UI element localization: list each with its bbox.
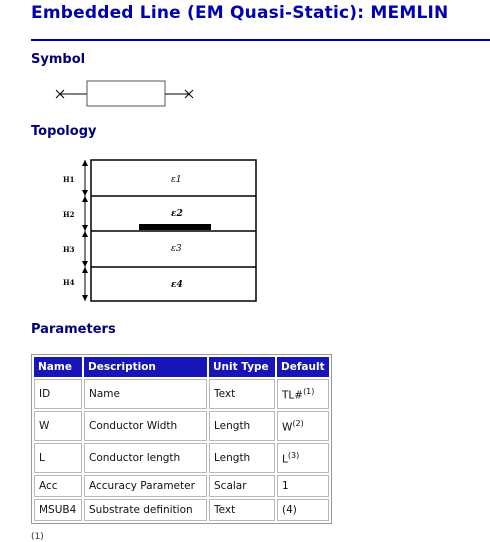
arrow-down-icon [82,225,88,231]
row-name: ID [34,379,82,409]
row-default[interactable]: (4) [277,499,329,521]
topology-heading: Topology [31,124,97,139]
row-unit: Scalar [209,475,275,497]
row-unit: Text [209,379,275,409]
arrow-up-icon [82,267,88,273]
row-description: Substrate definition [84,499,207,521]
arrow-up-icon [82,160,88,166]
topology-diagram [55,156,265,306]
epsilon-4-label: ε4 [171,280,183,290]
h1-label: H1 [63,175,75,184]
default-footnote-ref[interactable]: (1) [303,386,315,396]
table-row [34,443,329,473]
arrow-down-icon [82,190,88,196]
parameters-heading: Parameters [31,322,116,337]
row-name: Acc [34,475,82,497]
table-row [34,475,329,497]
conductor-strip [139,224,211,230]
row-description: Accuracy Parameter [84,475,207,497]
epsilon-3-label: ε3 [171,244,182,254]
header-description: Description [84,357,207,377]
table-header-row [34,357,329,377]
epsilon-2-label: ε2 [171,209,183,219]
row-default [277,379,329,409]
row-unit: Length [209,411,275,441]
header-default: Default [277,357,329,377]
default-value: TL# [282,389,304,402]
default-footnote-ref[interactable]: (3) [287,450,300,460]
symbol-diagram [50,76,200,112]
table-row [34,499,329,521]
header-name: Name [34,357,82,377]
h4-label: H4 [63,278,75,287]
table-row [34,379,329,409]
default-value: L [282,453,288,466]
default-footnote-ref[interactable]: (2) [292,418,304,428]
row-name: MSUB4 [34,499,82,521]
row-default [277,411,329,441]
default-value: W [282,421,293,434]
row-unit: Text [209,499,275,521]
parameters-table [31,354,332,524]
table-row [34,411,329,441]
row-unit: Length [209,443,275,473]
line-element-box [87,81,165,106]
arrow-up-icon [82,231,88,237]
page-title: Embedded Line (EM Quasi-Static): MEMLIN [31,3,449,23]
h2-label: H2 [63,210,75,219]
row-default [277,443,329,473]
symbol-heading: Symbol [31,52,86,67]
arrow-up-icon [82,196,88,202]
footnote-marker: (1) [31,532,44,542]
arrow-down-icon [82,261,88,267]
row-description: Conductor length [84,443,207,473]
row-description: Name [84,379,207,409]
header-unit-type: Unit Type [209,357,275,377]
epsilon-1-label: ε1 [171,175,182,185]
row-default: 1 [277,475,329,497]
row-name: W [34,411,82,441]
arrow-down-icon [82,295,88,301]
h3-label: H3 [63,245,75,254]
row-name: L [34,443,82,473]
row-description: Conductor Width [84,411,207,441]
title-divider [31,39,490,41]
